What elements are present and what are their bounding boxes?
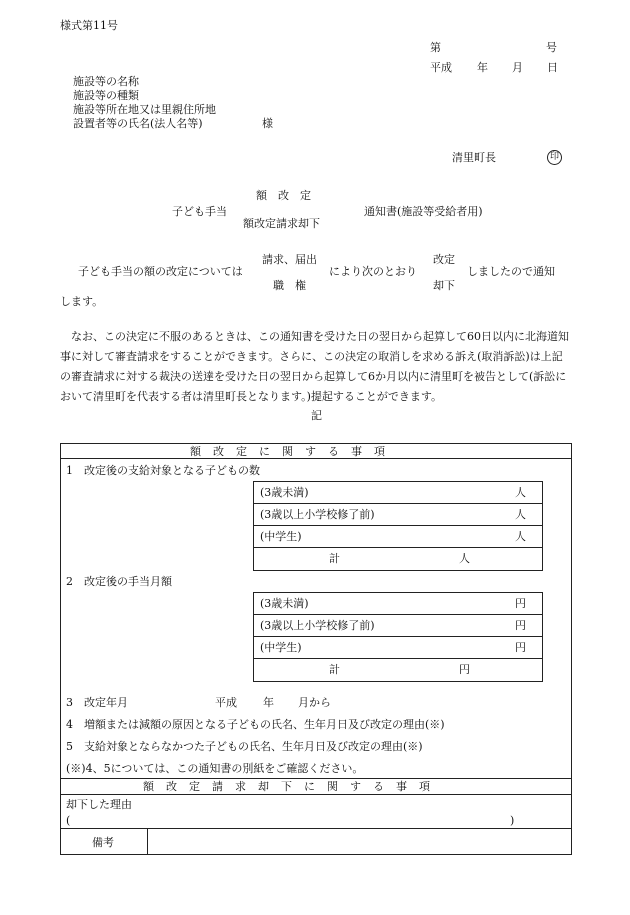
title-prefix: 子ども手当 [172,205,227,218]
divider [253,614,543,615]
monthly-amount-row-unit: 円 [515,641,526,654]
child-count-row-label: (3歳以上小学校修了前) [260,508,375,521]
item2-text: 2 改定後の手当月額 [66,575,172,588]
divider [253,636,543,637]
honorific: 様 [262,117,273,130]
body1-part2: により次のとおり [329,265,417,278]
rejection-reason-label: 却下した理由 [66,798,132,811]
monthly-amount-row-unit: 円 [515,619,526,632]
item3-era: 平成 [215,696,237,709]
monthly-amount-row-unit: 円 [515,597,526,610]
child-count-row-unit: 人 [515,530,526,543]
divider [253,547,543,548]
body1-part1: 子ども手当の額の改定については [78,265,243,278]
remarks-label: 備考 [92,836,114,849]
body1-part3: しましたので通知 [467,265,555,278]
divider [60,828,572,829]
item4-text: 4 増額または減額の原因となる子どもの氏名、生年月日及び改定の理由(※) [66,718,445,731]
child-count-total-label: 計 [329,552,340,565]
body1-option-top: 請求、届出 [262,253,317,266]
monthly-amount-row-label: (3歳未満) [260,597,309,610]
divider [253,503,543,504]
reason-paren-close: ) [510,814,515,827]
monthly-amount-row-label: (中学生) [260,641,302,654]
child-count-total-unit: 人 [459,552,470,565]
item3-label: 3 改定年月 [66,696,128,709]
child-count-row-label: (3歳未満) [260,486,309,499]
seal-text: 印 [547,150,562,165]
date-year: 年 [477,61,488,74]
reason-paren-open: ( [66,814,71,827]
item1-text: 1 改定後の支給対象となる子どもの数 [66,464,260,477]
section1-header: 額改定に関する事項 [190,445,397,458]
footnote: (※)4、5については、この通知書の別紙をご確認ください。 [66,762,364,775]
divider [60,458,572,459]
divider [147,828,148,855]
seal-mark [547,150,562,165]
title-suffix: 通知書(施設等受給者用) [364,205,483,218]
monthly-amount-total-label: 計 [329,663,340,676]
facility-address-label: 施設等所在地又は里親住所地 [73,103,216,116]
child-count-row-unit: 人 [515,486,526,499]
body1-option2-bottom: 却下 [433,279,455,292]
title-option-top: 額 改 定 [256,189,311,202]
date-era: 平成 [430,61,452,74]
ki-mark: 記 [311,409,322,422]
divider [253,658,543,659]
divider [253,525,543,526]
operator-name-label: 設置者等の氏名(法人名等) [73,117,203,130]
section2-header: 額改定請求却下に関する事項 [143,780,442,793]
doc-number-suffix: 号 [546,41,557,54]
child-count-row-unit: 人 [515,508,526,521]
issuer-title: 清里町長 [452,151,496,164]
date-month: 月 [512,61,523,74]
item5-text: 5 支給対象とならなかつた子どもの氏名、生年月日及び改定の理由(※) [66,740,423,753]
date-day: 日 [547,61,558,74]
body1-line2: します。 [60,295,104,308]
appeal-notice-paragraph: なお、この決定に不服のあるときは、この通知書を受けた日の翌日から起算して60日以内に北海道知事に対して審査請求をすることができます。さらに、この決定の取消しを求める訴え(取消訴訟)は上記の審査請求に対する裁決の送達を受けた日の翌日から起算して6か月以内に清里町を被告として(訴訟において清里町を代表する者は清里町長となります。)提起することができます。 [60,330,569,403]
item3-month: 月から [298,696,331,709]
monthly-amount-total-unit: 円 [459,663,470,676]
title-option-bottom: 額改定請求却下 [243,217,320,230]
divider [60,794,572,795]
item3-year: 年 [263,696,274,709]
doc-number-prefix: 第 [430,41,441,54]
facility-type-label: 施設等の種類 [73,89,139,102]
child-count-row-label: (中学生) [260,530,302,543]
body1-option2-top: 改定 [433,253,455,266]
divider [60,778,572,779]
monthly-amount-row-label: (3歳以上小学校修了前) [260,619,375,632]
form-number: 様式第11号 [60,19,118,32]
body1-option-bottom: 職 権 [273,279,306,292]
facility-name-label: 施設等の名称 [73,75,139,88]
